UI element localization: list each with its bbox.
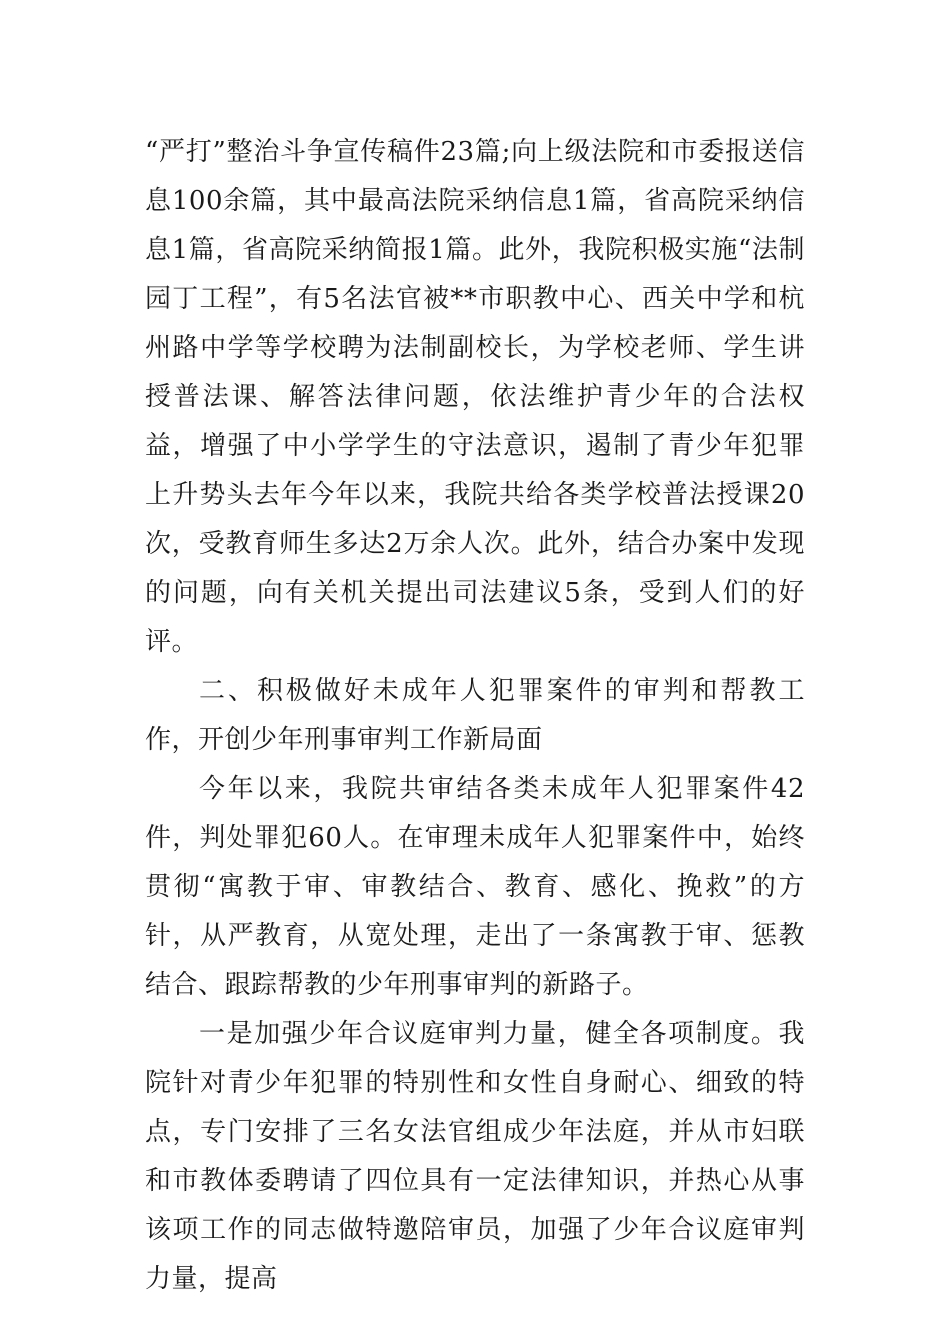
document-body [145, 128, 805, 1304]
paragraph-3: 今年以来，我院共审结各类未成年人犯罪案件42件，判处罪犯60人。在审理未成年人犯罪案件中，始终贯彻“寓教于审、审教结合、教育、感化、挽救”的方针，从严教育，从宽处理，走出了一条寓教于审、惩教结合、跟踪帮教的少年刑事审判的新路子。 [145, 774, 805, 1000]
paragraph-1: “严打”整治斗争宣传稿件23篇;向上级法院和市委报送信息100余篇，其中最高法院采纳信息1篇，省高院采纳信息1篇，省高院采纳简报1篇。此外，我院积极实施“法制园丁工程”，有5名法官被**市职教中心、西关中学和杭州路中学等学校聘为法制副校长，为学校老师、学生讲授普法课、解答法律问题，依法维护青少年的合法权益，增强了中小学学生的守法意识，遏制了青少年犯罪上升势头去年今年以来，我院共给各类学校普法授课20次，受教育师生多达2万余人次。此外，结合办案中发现的问题，向有关机关提出司法建议5条，受到人们的好评。 [145, 137, 805, 657]
section-heading-2: 二、积极做好未成年人犯罪案件的审判和帮教工作，开创少年刑事审判工作新局面 [145, 676, 805, 755]
paragraph-4: 一是加强少年合议庭审判力量，健全各项制度。我院针对青少年犯罪的特别性和女性自身耐心、细致的特点，专门安排了三名女法官组成少年法庭，并从市妇联和市教体委聘请了四位具有一定法律知识，并热心从事该项工作的同志做特邀陪审员，加强了少年合议庭审判力量，提高 [145, 1019, 805, 1294]
